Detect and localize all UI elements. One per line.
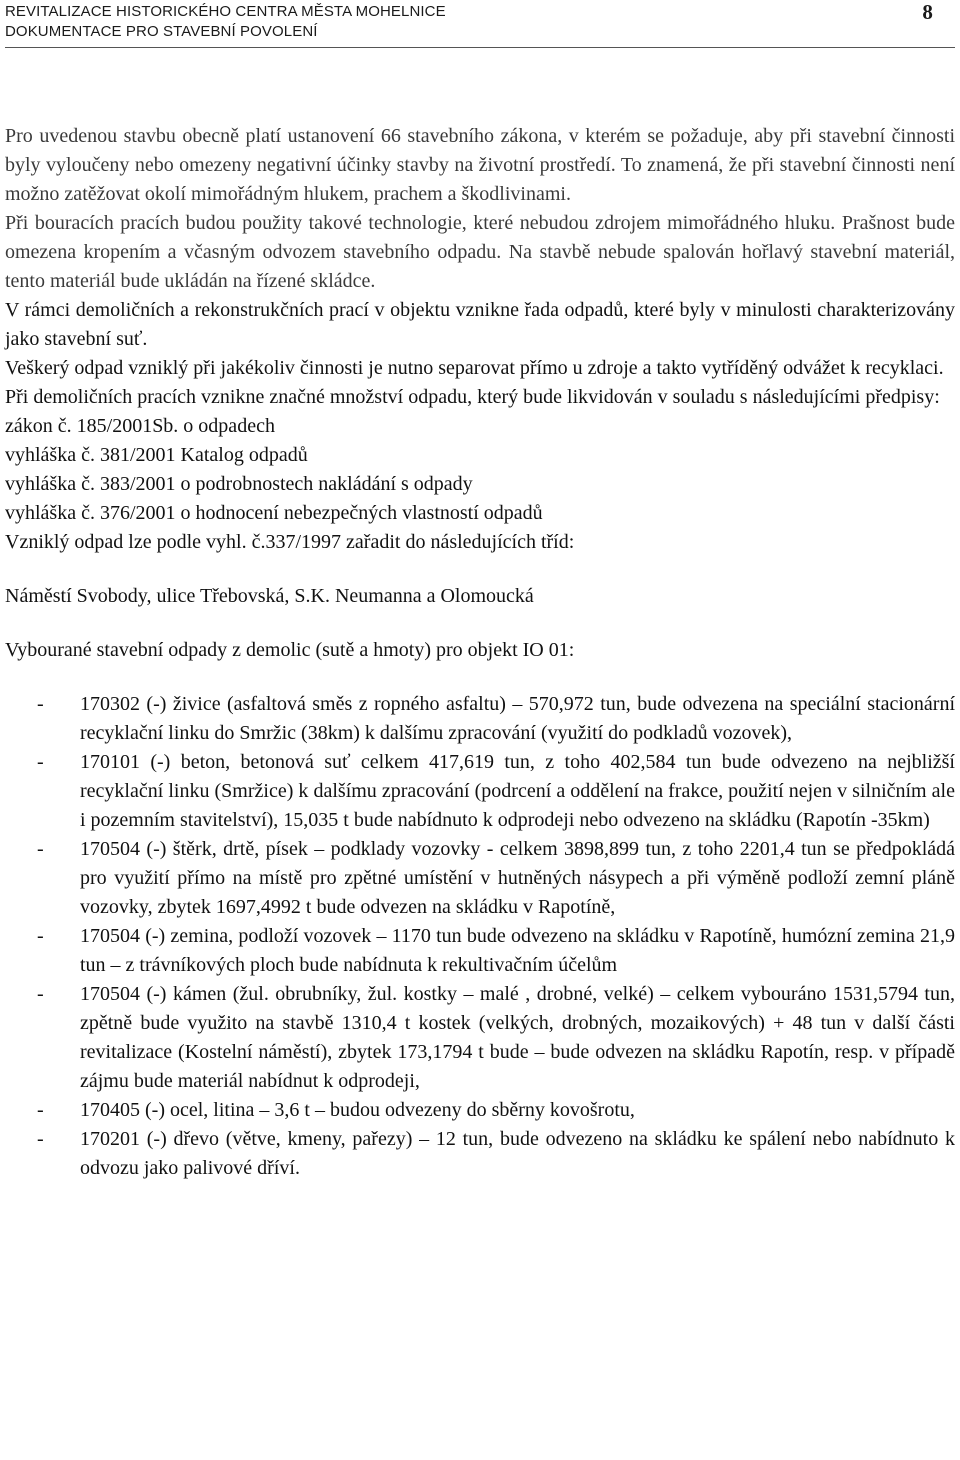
list-dash: - [37,983,44,1005]
body-text [5,122,955,1183]
list-dash: - [37,693,44,715]
header-titles [5,2,446,42]
regulation-line: vyhláška č. 376/2001 o hodnocení nebezpečných vlastností odpadů [5,502,543,524]
waste-item-wood [5,1125,955,1183]
regulation-line: zákon č. 185/2001Sb. o odpadech [5,415,275,437]
regulation-classification: Vzniklý odpad lze podle vyhl. č.337/1997 zařadit do následujících tříd: [5,531,575,553]
header-title-project: REVITALIZACE HISTORICKÉHO CENTRA MĚSTA MOHELNICE [5,3,446,20]
paragraph-waste-origin: V rámci demoličních a rekonstrukčních prací v objektu vznikne řada odpadů, které byly v minulosti charakterizovány jako stavební suť. [5,299,955,350]
header-divider [5,47,955,48]
list-dash: - [37,925,44,947]
list-dash: - [37,1099,44,1121]
waste-item-text: 170504 (-) zemina, podloží vozovek – 1170 tun bude odvezeno na skládku v Rapotíně, humózní zemina 21,9 tun – z trávníkových ploch bude nabídnuta k rekultivačním účelům [80,925,955,976]
waste-item-asphalt [5,690,955,748]
waste-item-soil [5,922,955,980]
regulation-line: vyhláška č. 381/2001 Katalog odpadů [5,444,308,466]
list-dash: - [37,1128,44,1150]
spacer [5,665,955,690]
section-heading: Vybourané stavební odpady z demolic (sutě a hmoty) pro objekt IO 01: [5,639,575,661]
waste-item-text: 170201 (-) dřevo (větve, kmeny, pařezy) – 12 tun, bude odvezeno na skládku ke spálení nebo nabídnuto k odvozu jako palivové dříví. [80,1128,955,1179]
document-page [5,0,955,1460]
waste-item-text: 170405 (-) ocel, litina – 3,6 t – budou odvezeny do sběrny kovošrotu, [80,1099,635,1121]
list-dash: - [37,751,44,773]
waste-item-stone [5,980,955,1096]
waste-list [5,690,955,1183]
paragraph-legal-basis: Pro uvedenou stavbu obecně platí ustanovení 66 stavebního zákona, v kterém se požaduje, aby při stavební činnosti byly vyloučeny nebo omezeny negativní účinky stavby na životní prostředí. To znamená, že při stavební činnosti není možno zatěžovat okolí mimořádným hlukem, prachem a škodlivinami. [5,125,955,205]
waste-item-text: 170302 (-) živice (asfaltová směs z ropného asfaltu) – 570,972 tun, bude odvezena na speciální stacionární recyklační linku do Smržic (38km) k dalšímu zpracování (využití do podkladů vozovek), [80,693,955,744]
spacer [5,557,955,582]
page-header [5,2,955,46]
waste-item-gravel [5,835,955,922]
page-number: 8 [922,0,933,24]
spacer [5,611,955,636]
paragraph-demolition-technology: Při bouracích pracích budou použity takové technologie, které nebudou zdrojem mimořádného hluku. Prašnost bude omezena kropením a včasným odvozem stavebního odpadu. Na stavbě nebude spalován hořlavý stavební materiál, tento materiál bude ukládán na řízené skládce. [5,212,955,292]
regulation-line: vyhláška č. 383/2001 o podrobnostech nakládání s odpady [5,473,473,495]
list-dash: - [37,838,44,860]
waste-item-concrete [5,748,955,835]
waste-item-text: 170101 (-) beton, betonová suť celkem 417,619 tun, z toho 402,584 tun bude odvezeno na nejbližší recyklační linku (Smržice) k dalšímu zpracování (podrcení a oddělení na frakce, použití nejen v silničním ale i pozemním stavitelství), 15,035 t bude nabídnuto k odprodeji nebo odvezeno na skládku (Rapotín -35km) [80,751,955,831]
location-heading: Náměstí Svobody, ulice Třebovská, S.K. Neumanna a Olomoucká [5,585,534,607]
header-title-document-type: DOKUMENTACE PRO STAVEBNÍ POVOLENÍ [5,23,318,40]
waste-item-text: 170504 (-) kámen (žul. obrubníky, žul. kostky – malé , drobné, velké) – celkem vybouráno 1531,5794 tun, zpětně bude využito na stavbě 1310,4 t kostek (velkých, drobných, mozaikových) + 48 tun v další části revitalizace (Kostelní náměstí), zbytek 173,1794 t bude – bude odvezen na skládku Rapotín, resp. v případě zájmu bude materiál nabídnut k odprodeji, [80,983,955,1092]
waste-item-text: 170504 (-) štěrk, drtě, písek – podklady vozovky - celkem 3898,899 tun, z toho 2201,4 tun se předpokládá pro využití přímo na místě pro zpětné umístění v hutněných násypech a při výměně podloží zemní pláně vozovky, zbytek 1697,4992 t bude odvezen na skládku v Rapotíně, [80,838,955,918]
paragraph-regulations-intro: Při demoličních pracích vznikne značné množství odpadu, který bude likvidován v souladu s následujícími předpisy: [5,386,940,408]
waste-item-steel [5,1096,955,1125]
paragraph-waste-separation: Veškerý odpad vzniklý při jakékoliv činnosti je nutno separovat přímo u zdroje a takto vytříděný odvážet k recyklaci. [5,357,944,379]
